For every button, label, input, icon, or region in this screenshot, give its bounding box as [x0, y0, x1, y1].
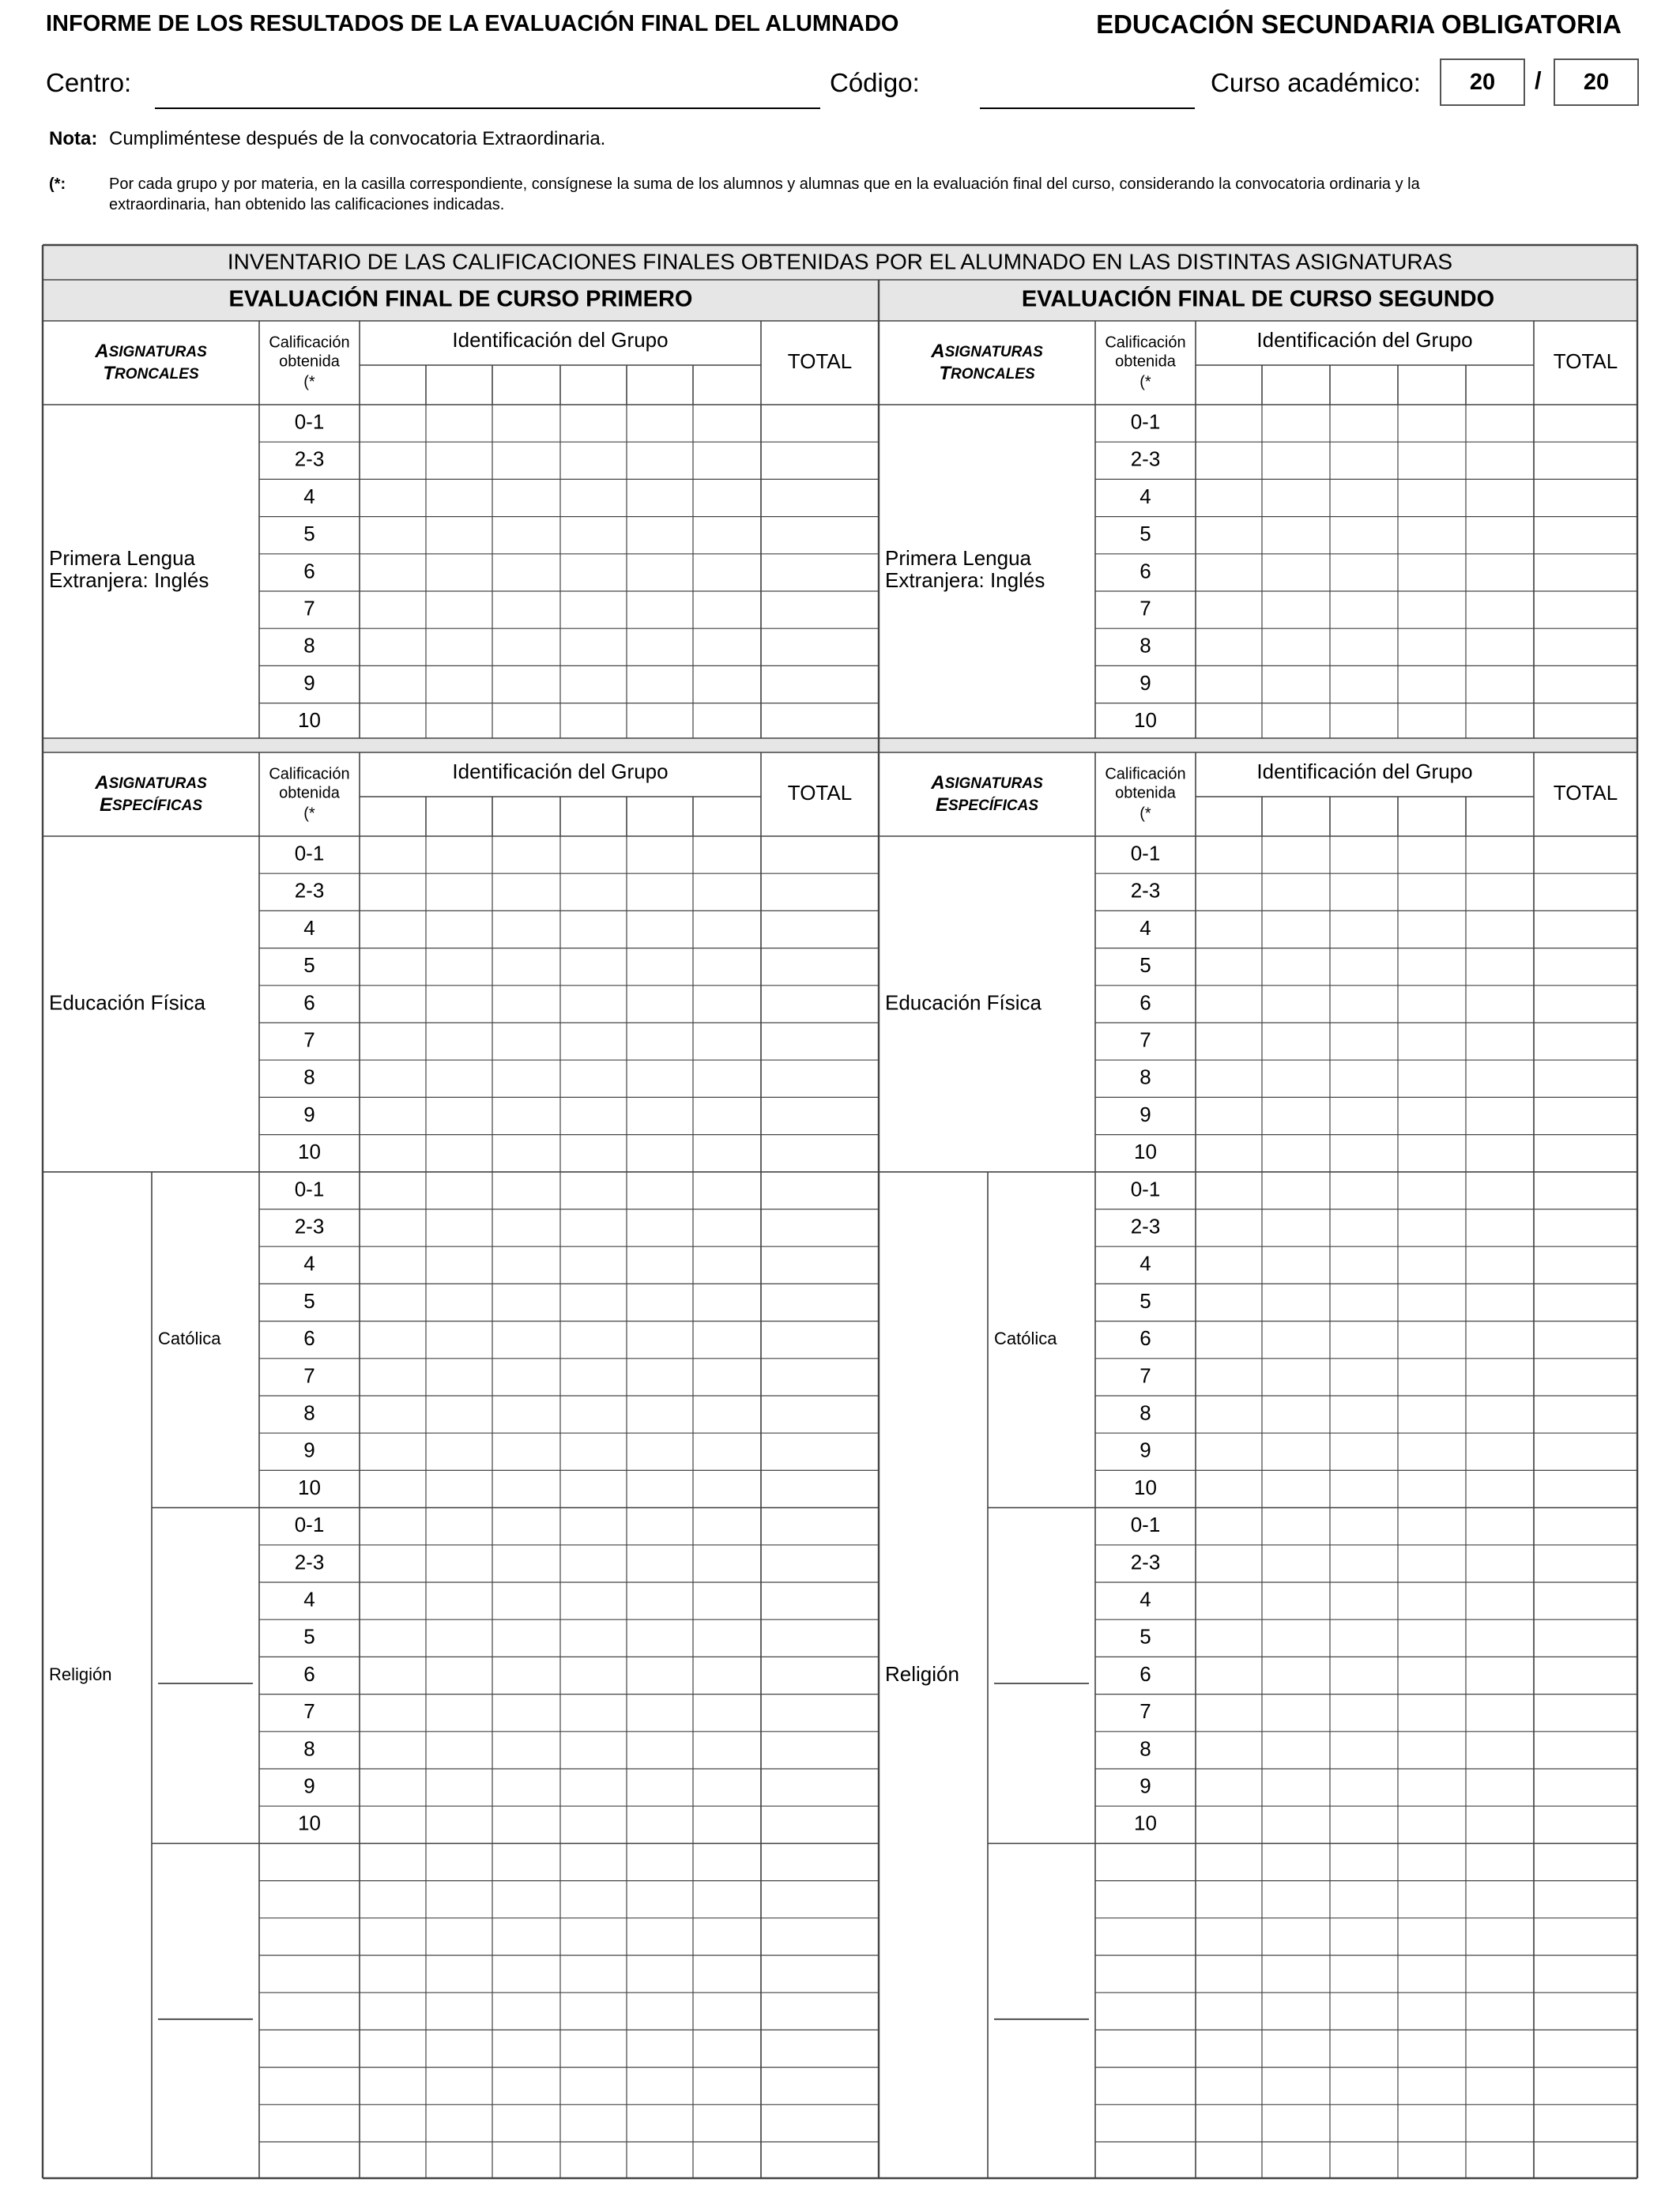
grade-label: 0-1 [294, 1513, 325, 1537]
calif-header: obtenida [1115, 784, 1176, 802]
calif-header: Calificación [1105, 334, 1186, 352]
subject-ingles-line2: Extranjera: Inglés [885, 567, 1045, 592]
total-header: TOTAL [1553, 349, 1618, 373]
grade-label: 6 [303, 1326, 315, 1351]
grade-label: 9 [303, 1774, 315, 1798]
grade-label: 7 [1139, 596, 1151, 620]
grade-label: 8 [303, 633, 315, 658]
religion-catolica-label: Católica [994, 1329, 1057, 1349]
calif-header: obtenida [279, 352, 340, 371]
subject-ingles-line1: Primera Lengua [885, 545, 1031, 570]
subject-ingles-line2: Extranjera: Inglés [49, 567, 209, 592]
grade-label: 0-1 [294, 1177, 325, 1201]
grade-label: 0-1 [1130, 1177, 1161, 1201]
grade-label: 0-1 [1130, 1513, 1161, 1537]
grade-label: 6 [1139, 559, 1151, 583]
grade-label: 9 [303, 1438, 315, 1462]
year-start-field[interactable]: 20 [1440, 58, 1525, 106]
grade-label: 5 [303, 1288, 315, 1313]
grade-label: 8 [1139, 1736, 1151, 1761]
grade-label: 5 [1139, 522, 1151, 546]
calif-header: obtenida [279, 784, 340, 802]
grade-label: 5 [303, 953, 315, 978]
grade-label: 7 [1139, 1699, 1151, 1724]
group-id-header: Identificación del Grupo [452, 327, 669, 352]
calif-header: Calificación [269, 765, 350, 783]
section-separator [43, 738, 1637, 752]
grade-label: 4 [303, 1251, 315, 1276]
grade-label: 10 [1134, 1811, 1157, 1835]
grade-label: 9 [1139, 1102, 1151, 1126]
grade-label: 8 [303, 1400, 315, 1425]
grade-label: 8 [303, 1736, 315, 1761]
grade-label: 7 [303, 1699, 315, 1724]
grade-label: 4 [303, 915, 315, 940]
grade-label: 9 [303, 670, 315, 695]
grade-label: 2-3 [294, 1214, 325, 1238]
group-id-header: Identificación del Grupo [1256, 759, 1473, 783]
grade-label: 4 [1139, 484, 1151, 508]
calif-header: Calificación [269, 334, 350, 352]
grade-label: 7 [1139, 1027, 1151, 1052]
asterisk-label: (*: [49, 175, 66, 193]
grade-label: 4 [1139, 1587, 1151, 1612]
grade-label: 4 [1139, 915, 1151, 940]
grade-label: 7 [303, 1363, 315, 1388]
grade-label: 9 [1139, 1438, 1151, 1462]
asterisk-note-line2: extraordinaria, han obtenido las calificaciones indicadas. [109, 196, 505, 213]
header-especificas-line2-0: ESPECÍFICAS [99, 794, 203, 816]
grade-label: 10 [298, 1811, 321, 1835]
grade-label: 9 [303, 1102, 315, 1126]
header-troncales-line2-1: TRONCALES [939, 363, 1035, 385]
report-title: INFORME DE LOS RESULTADOS DE LA EVALUACIÓN FINAL DEL ALUMNADO [46, 11, 899, 36]
nota-label: Nota: [49, 128, 98, 149]
calif-header: (* [1139, 805, 1151, 823]
grade-label: 7 [303, 1027, 315, 1052]
grade-label: 2-3 [1130, 447, 1161, 471]
grade-label: 6 [1139, 990, 1151, 1015]
grade-label: 0-1 [294, 409, 325, 434]
grade-label: 6 [303, 559, 315, 583]
calif-header: (* [303, 805, 315, 823]
grade-label: 9 [1139, 670, 1151, 695]
grade-label: 8 [1139, 1065, 1151, 1089]
religion-catolica-label: Católica [158, 1329, 221, 1349]
grade-label: 2-3 [1130, 878, 1161, 903]
header-troncales-line1-1: ASIGNATURAS [931, 341, 1043, 363]
subject-religion: Religión [49, 1664, 112, 1684]
grade-label: 2-3 [1130, 1550, 1161, 1574]
grade-label: 0-1 [1130, 409, 1161, 434]
subject-educacion-fisica: Educación Física [49, 990, 205, 1015]
grade-label: 4 [1139, 1251, 1151, 1276]
subject-religion: Religión [885, 1661, 959, 1686]
grade-label: 10 [298, 1140, 321, 1164]
total-header: TOTAL [787, 780, 853, 805]
grade-label: 2-3 [294, 878, 325, 903]
calif-header: (* [1139, 373, 1151, 391]
asterisk-note-line1: Por cada grupo y por materia, en la casilla correspondiente, consígnese la suma de los alumnos y alumnas que en la evaluación final del curso, considerando la convocatoria ordinaria y la [109, 175, 1420, 193]
subject-ingles-line1: Primera Lengua [49, 545, 195, 570]
grade-label: 8 [1139, 1400, 1151, 1425]
header-especificas-line2-1: ESPECÍFICAS [935, 794, 1039, 816]
grade-label: 5 [1139, 1624, 1151, 1649]
grade-label: 2-3 [1130, 1214, 1161, 1238]
year-separator: / [1535, 66, 1542, 94]
grade-label: 0-1 [294, 841, 325, 865]
grade-label: 5 [1139, 953, 1151, 978]
course-segundo-header: EVALUACIÓN FINAL DE CURSO SEGUNDO [1021, 286, 1495, 312]
grade-label: 6 [1139, 1661, 1151, 1686]
grade-label: 10 [1134, 708, 1157, 733]
grade-label: 0-1 [1130, 841, 1161, 865]
total-header: TOTAL [787, 349, 853, 373]
grade-label: 9 [1139, 1774, 1151, 1798]
grade-label: 8 [303, 1065, 315, 1089]
group-id-header: Identificación del Grupo [1256, 327, 1473, 352]
subject-educacion-fisica: Educación Física [885, 990, 1042, 1015]
grade-label: 8 [1139, 633, 1151, 658]
grade-label: 10 [298, 708, 321, 733]
grade-label: 2-3 [294, 447, 325, 471]
calif-header: obtenida [1115, 352, 1176, 371]
codigo-label: Código: [830, 68, 920, 97]
group-id-header: Identificación del Grupo [452, 759, 669, 783]
stage-title: EDUCACIÓN SECUNDARIA OBLIGATORIA [1096, 9, 1622, 39]
grade-label: 7 [1139, 1363, 1151, 1388]
grade-label: 5 [303, 522, 315, 546]
calif-header: (* [303, 373, 315, 391]
main-table-title: INVENTARIO DE LAS CALIFICACIONES FINALES OBTENIDAS POR EL ALUMNADO EN LAS DISTINTAS ASIGNATURAS [227, 249, 1453, 274]
course-primero-header: EVALUACIÓN FINAL DE CURSO PRIMERO [228, 286, 693, 312]
grade-label: 6 [303, 990, 315, 1015]
grade-label: 2-3 [294, 1550, 325, 1574]
header-troncales-line1-0: ASIGNATURAS [95, 341, 207, 363]
grade-label: 4 [303, 1587, 315, 1612]
year-end-field[interactable]: 20 [1554, 58, 1639, 106]
grade-label: 4 [303, 484, 315, 508]
header-troncales-line2-0: TRONCALES [103, 363, 199, 385]
grade-label: 6 [1139, 1326, 1151, 1351]
header-especificas-line1-1: ASIGNATURAS [931, 772, 1043, 794]
grade-label: 7 [303, 596, 315, 620]
centro-label: Centro: [46, 68, 132, 97]
calif-header: Calificación [1105, 765, 1186, 783]
grade-label: 10 [298, 1475, 321, 1499]
grade-label: 10 [1134, 1475, 1157, 1499]
grade-label: 5 [1139, 1288, 1151, 1313]
grade-label: 10 [1134, 1140, 1157, 1164]
total-header: TOTAL [1553, 780, 1618, 805]
nota-text: Cumpliméntese después de la convocatoria Extraordinaria. [109, 128, 606, 149]
grade-label: 6 [303, 1661, 315, 1686]
curso-academico-label: Curso académico: [1211, 68, 1421, 97]
grade-label: 5 [303, 1624, 315, 1649]
header-especificas-line1-0: ASIGNATURAS [95, 772, 207, 794]
